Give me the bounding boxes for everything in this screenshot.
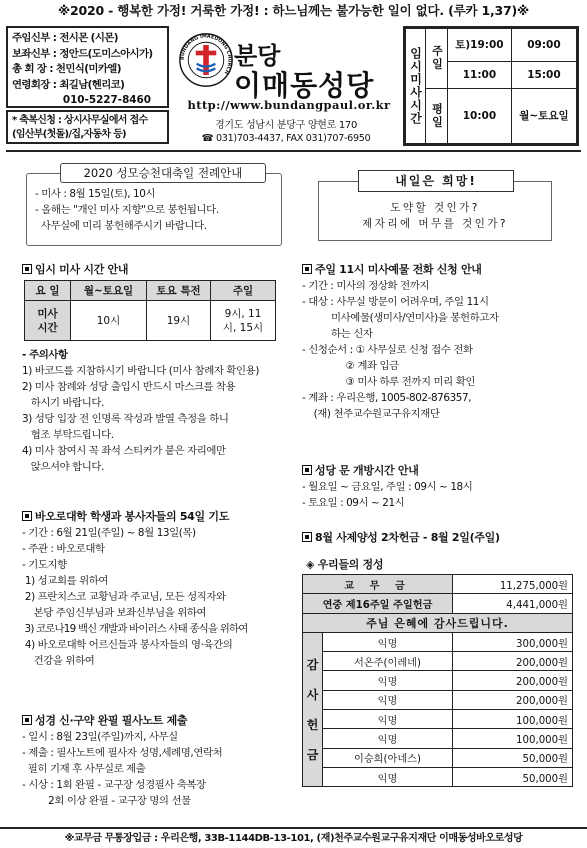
- bible-section-title: 성경 신·구약 완필 필사노트 제출: [22, 712, 187, 728]
- donor-amount: 200,000원: [453, 671, 573, 690]
- bible-line: 2회 이상 완필 - 교구장 명의 선물: [22, 795, 191, 807]
- header-divider: [6, 150, 581, 152]
- prayer54-line: 1) 성교회를 위하여: [22, 575, 109, 587]
- phone-request-line: - 기간 : 미사의 정상화 전까지: [302, 280, 429, 292]
- donor-amount: 300,000원: [453, 632, 573, 651]
- donor-name: 익명: [323, 690, 453, 709]
- prayer54-line: - 주관 : 바오로대학: [22, 543, 105, 555]
- checkbox-square-icon: [302, 532, 312, 542]
- door-line: - 토요일 : 09시 ~ 21시: [302, 497, 405, 509]
- donor-name: 익명: [323, 671, 453, 690]
- checkbox-square-icon: [22, 715, 32, 725]
- table-cell: 19시: [147, 301, 211, 341]
- staff-phone: 010-5227-8460: [62, 94, 151, 107]
- bible-body: [22, 729, 297, 809]
- table-cell: 10시: [71, 301, 147, 341]
- door-section-title: 성당 문 개방시간 안내: [302, 462, 419, 478]
- checkbox-square-icon: [302, 465, 312, 475]
- announcement-line: - 미사 : 8월 15일(토), 10시: [35, 188, 156, 200]
- donor-name: 익명: [323, 710, 453, 729]
- donor-name: 익명: [323, 729, 453, 748]
- table-cell: 9시, 11시, 15시: [211, 301, 276, 341]
- prayer54-line: - 기간 : 6월 21일(주일) ~ 8월 13일(목): [22, 527, 196, 539]
- phone-request-line: (재) 천주교수원교구유지재단: [302, 408, 440, 420]
- blessing-note-line: (임산부(첫돌)/집,자동차 등): [12, 129, 126, 140]
- door-line: - 월요일 ~ 금요일, 주일 : 09시 ~ 18시: [302, 481, 473, 493]
- blessing-note-line: * 축복신청 : 상시사무실에서 접수: [12, 115, 148, 126]
- offering-table: [302, 574, 573, 787]
- prayer54-line: 3) 코로나19 백신 개발과 바이러스 사태 종식을 위하여: [22, 623, 248, 635]
- offering-label: 연중 제16주일 주일헌금: [303, 594, 453, 613]
- donor-amount: 200,000원: [453, 690, 573, 709]
- weekday-label: 평일: [426, 88, 448, 143]
- weekday-days: 월~토요일: [511, 88, 576, 143]
- temp-mass-section-title: 임시 미사 시간 안내: [22, 261, 128, 277]
- phone-request-line: - 대상 : 사무실 방문이 어려우며, 주일 11시: [302, 296, 489, 308]
- thanks-row: 주님 은혜에 감사드립니다.: [303, 613, 573, 632]
- phone-request-line: ③ 미사 하루 전까지 미리 확인: [302, 376, 475, 388]
- bible-line: - 제출 : 필사노트에 필사자 성명,세례명,연락처: [22, 747, 223, 759]
- precautions: [22, 347, 292, 475]
- footer-account: ※교무금 무통장입금 : 우리은행, 33B-1144DB-13-101, (재)천주교수원교구유지재단 이매동성바오로성당: [0, 827, 587, 848]
- church-header: [174, 24, 398, 148]
- precautions-title: - 주의사항: [22, 349, 68, 361]
- staff-box: [6, 26, 169, 108]
- table-header: 토요 특전: [147, 281, 211, 301]
- donor-amount: 100,000원: [453, 729, 573, 748]
- precaution-item: 4) 미사 참여시 꼭 좌석 스티커가 붙은 자리에만: [22, 445, 226, 457]
- donor-amount: 50,000원: [453, 767, 573, 786]
- announcement-line: 사무실에 미리 봉헌해주시기 바랍니다.: [35, 220, 207, 232]
- donor-name: 익명: [323, 632, 453, 651]
- temp-mass-table: [24, 280, 276, 341]
- hope-line: 도약할 것인가?: [390, 202, 480, 214]
- phone-request-line: ② 계좌 입금: [302, 360, 399, 372]
- announcement-title: 2020 성모승천대축일 전례안내: [60, 163, 266, 183]
- precaution-item: 협조 부탁드립니다.: [22, 429, 114, 441]
- door-body: [302, 479, 582, 511]
- bible-line: - 시상 : 1회 완필 - 교구장 성경필사 축복장: [22, 779, 206, 791]
- donor-amount: 50,000원: [453, 748, 573, 767]
- prayer54-body: [22, 525, 297, 669]
- donor-name: 이승희(아네스): [323, 748, 453, 767]
- offering-title: ◈ 우리들의 정성: [306, 558, 384, 571]
- checkbox-square-icon: [22, 264, 32, 274]
- thanks-offering-vertical-label: 감 사 헌 금: [303, 632, 323, 786]
- hope-title: 내일은 희망!: [358, 170, 514, 192]
- mass-time: 11:00: [448, 61, 512, 88]
- blessing-note: [6, 110, 169, 144]
- phone-request-line: 하는 신자: [302, 328, 373, 340]
- precaution-item: 2) 미사 참례와 성당 출입시 반드시 마스크를 착용: [22, 381, 236, 393]
- sunday-label: 주일: [426, 29, 448, 89]
- table-header: 주일: [211, 281, 276, 301]
- precaution-item: 앉으셔야 합니다.: [22, 461, 104, 473]
- donor-name: 서온주(이레네): [323, 652, 453, 671]
- donor-amount: 200,000원: [453, 652, 573, 671]
- mass-time: 09:00: [511, 29, 576, 62]
- precaution-item: 3) 성당 입장 전 인명록 작성과 발열 측정을 하니: [22, 413, 229, 425]
- mass-vertical-label: 임시미사시간: [406, 29, 426, 144]
- logo-ring-text: BUNDANG IMAEDONG CHURCH: [179, 33, 233, 76]
- donor-amount: 100,000원: [453, 710, 573, 729]
- phone-request-line: 미사예물(생미사/연미사)을 봉헌하고자: [302, 312, 499, 324]
- church-contact: ☎ 031)703-4437, FAX 031)707-6950: [201, 133, 371, 144]
- bible-line: 필히 기재 후 사무실로 제출: [22, 763, 146, 775]
- prayer54-line: 4) 바오로대학 어르신들과 봉사자들의 영·육간의: [22, 639, 233, 651]
- table-header: 월~토요일: [71, 281, 147, 301]
- announcement-box: [26, 173, 282, 246]
- hope-line: 제자리에 머무를 것인가?: [362, 218, 508, 230]
- bible-line: - 일시 : 8월 23일(주일)까지, 사무실: [22, 731, 178, 743]
- church-address: 경기도 성남시 분당구 양현로 170: [214, 120, 358, 131]
- staff-row: 주임신부 : 전시몬 (시몬): [12, 32, 118, 44]
- mass-time: 10:00: [448, 88, 512, 143]
- prayer54-line: 2) 프란치스코 교황님과 주교님, 모든 성직자와: [22, 591, 226, 603]
- mass-time: 15:00: [511, 61, 576, 88]
- staff-row: 보좌신부 : 정안드(도미스아시가): [12, 47, 153, 60]
- row-label: 미사 시간: [25, 301, 71, 341]
- church-logo-icon: [178, 32, 234, 88]
- church-name-line1: 분당: [234, 41, 281, 70]
- august-section-title: 8월 사제양성 2차헌금 - 8월 2일(주일): [302, 529, 500, 545]
- checkbox-square-icon: [302, 264, 312, 274]
- offering-amount: 11,275,000원: [453, 575, 573, 594]
- staff-row: 연령회장 : 최길남(헨리코): [12, 78, 125, 91]
- mass-time: 토)19:00: [448, 29, 512, 62]
- donor-name: 익명: [323, 767, 453, 786]
- checkbox-square-icon: [22, 511, 32, 521]
- precaution-item: 1) 바코드를 지참하시기 바랍니다 (미사 참례자 확인용): [22, 365, 259, 377]
- prayer54-line: 건강을 위하여: [22, 655, 95, 667]
- prayer54-section-title: 바오로대학 학생과 봉사자들의 54일 기도: [22, 508, 229, 524]
- offering-amount: 4,441,000원: [453, 594, 573, 613]
- announcement-line: - 올해는 "개인 미사 지향"으로 봉헌됩니다.: [35, 204, 219, 216]
- staff-row: 총 회 장 : 천민식(미카엘): [12, 63, 121, 76]
- precaution-item: 하시기 바랍니다.: [22, 397, 104, 409]
- church-url[interactable]: http://www.bundangpaul.or.kr: [187, 98, 391, 112]
- phone-request-body: [302, 278, 582, 422]
- banner-verse: ※2020 - 행복한 가정! 거룩한 가정! : 하느님께는 불가능한 일이 없다. (루카 1,37)※: [58, 3, 529, 18]
- table-header: 요 일: [25, 281, 71, 301]
- prayer54-line: - 기도지향: [22, 559, 67, 571]
- temp-mass-schedule: [403, 26, 579, 146]
- offering-label: 교 무 금: [303, 575, 453, 594]
- phone-request-line: - 신청순서 : ① 사무실로 신청 접수 전화: [302, 344, 473, 356]
- church-name-line2: 이매동성당: [234, 69, 375, 102]
- phone-request-section-title: 주일 11시 미사예물 전화 신청 안내: [302, 261, 482, 277]
- prayer54-line: 본당 주임신부님과 보좌신부님을 위하여: [22, 607, 207, 619]
- phone-request-line: - 계좌 : 우리은행, 1005-802-876357,: [302, 392, 472, 404]
